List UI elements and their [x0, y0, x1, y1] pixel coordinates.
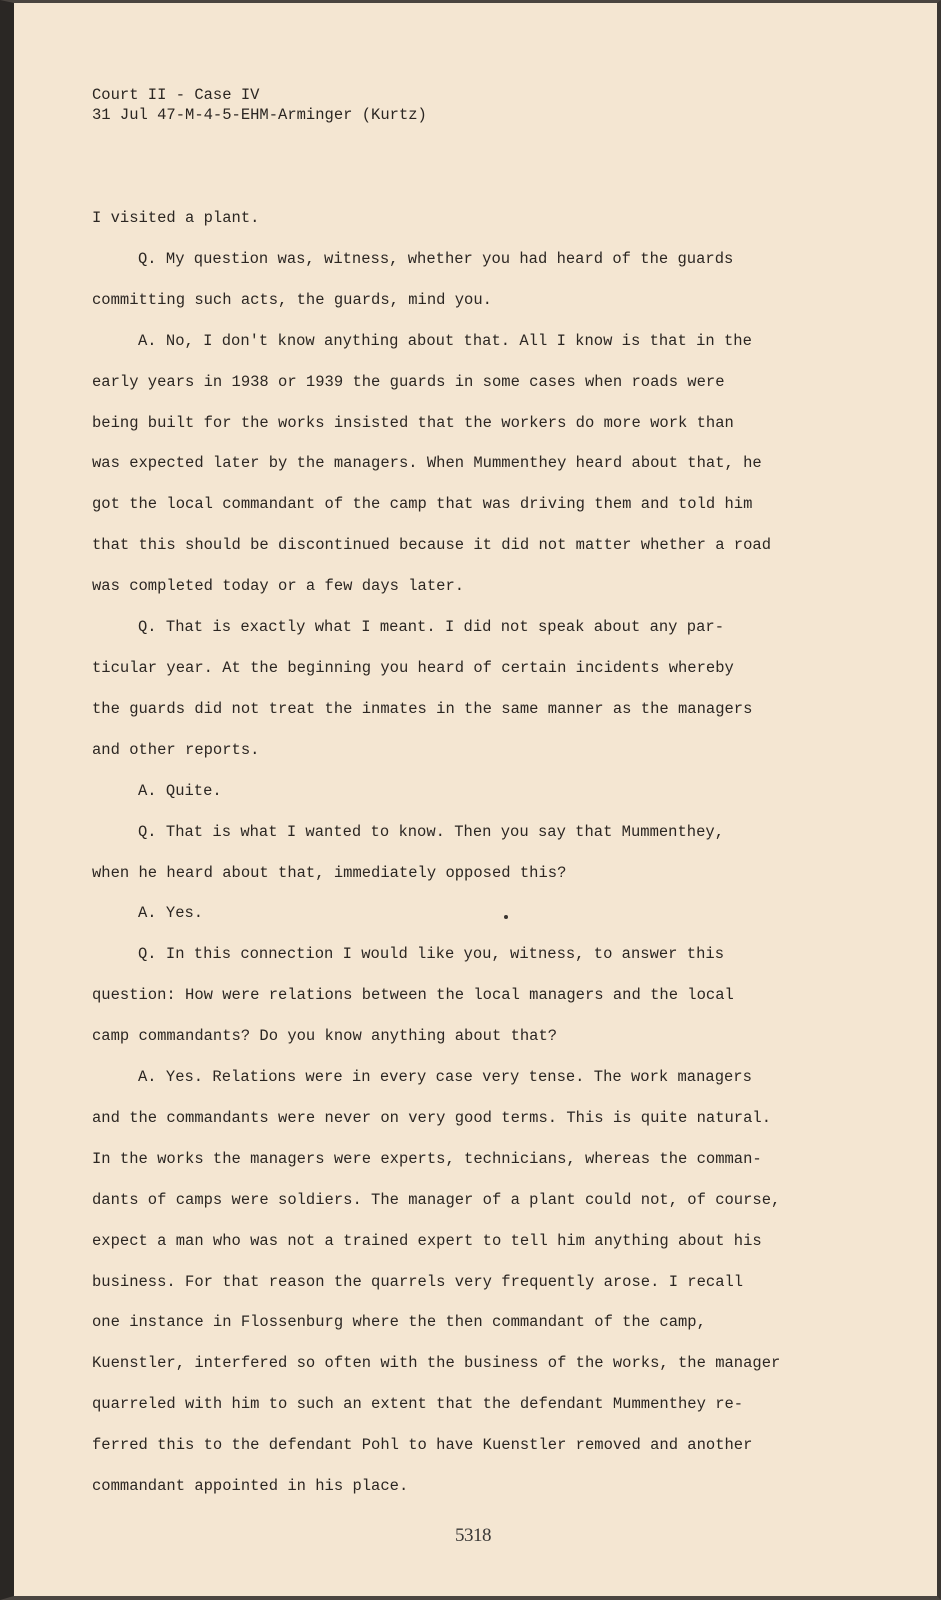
- paper-speck: [504, 915, 508, 919]
- page-number: 5318: [455, 1525, 491, 1546]
- transcript-line: ferred this to the defendant Pohl to have Kuenstler removed and another: [92, 1436, 753, 1455]
- transcript-line: was completed today or a few days later.: [92, 577, 465, 596]
- transcript-line: committing such acts, the guards, mind you.: [92, 290, 492, 309]
- transcript-line: A. Yes. Relations were in every case very tense. The work managers: [138, 1068, 752, 1087]
- transcript-line: quarreled with him to such an extent that the defendant Mummenthey re-: [92, 1395, 744, 1414]
- transcript-line: Q. That is exactly what I meant. I did not speak about any par-: [138, 618, 724, 637]
- transcript-line: and other reports.: [92, 740, 260, 759]
- transcript-line: got the local commandant of the camp that was driving them and told him: [92, 495, 753, 514]
- transcript-line: commandant appointed in his place.: [92, 1477, 409, 1496]
- transcript-line: when he heard about that, immediately opposed this?: [92, 863, 567, 882]
- transcript-body: [92, 198, 862, 1507]
- transcript-line: A. Quite.: [138, 781, 222, 800]
- transcript-line: early years in 1938 or 1939 the guards in some cases when roads were: [92, 372, 725, 391]
- transcript-line: Q. That is what I wanted to know. Then you say that Mummenthey,: [138, 822, 724, 841]
- transcript-line: Q. In this connection I would like you, witness, to answer this: [138, 945, 724, 964]
- transcript-line: business. For that reason the quarrels very frequently arose. I recall: [92, 1272, 744, 1291]
- transcript-line: In the works the managers were experts, technicians, whereas the comman-: [92, 1149, 762, 1168]
- transcript-line: camp commandants? Do you know anything about that?: [92, 1027, 558, 1046]
- transcript-line: I visited a plant.: [92, 209, 260, 227]
- transcript-line: was expected later by the managers. When Mummenthey heard about that, he: [92, 454, 762, 473]
- transcript-line: expect a man who was not a trained expert to tell him anything about his: [92, 1231, 762, 1250]
- transcript-line: A. No, I don't know anything about that. All I know is that in the: [138, 331, 752, 350]
- transcript-line: the guards did not treat the inmates in the same manner as the managers: [92, 699, 753, 718]
- session-reference: 31 Jul 47-M-4-5-EHM-Arminger (Kurtz): [92, 106, 427, 124]
- transcript-line: question: How were relations between the local managers and the local: [92, 986, 734, 1005]
- transcript-line: one instance in Flossenburg where the then commandant of the camp,: [92, 1313, 706, 1332]
- transcript-line: and the commandants were never on very good terms. This is quite natural.: [92, 1108, 772, 1127]
- document-header: [92, 85, 427, 125]
- case-caption: Court II - Case IV: [92, 86, 260, 104]
- transcript-line: ticular year. At the beginning you heard of certain incidents whereby: [92, 658, 734, 677]
- transcript-line: Kuenstler, interfered so often with the business of the works, the manager: [92, 1354, 781, 1373]
- transcript-line: A. Yes.: [138, 904, 204, 923]
- transcript-line: dants of camps were soldiers. The manager of a plant could not, of course,: [92, 1190, 781, 1209]
- transcript-line: Q. My question was, witness, whether you had heard of the guards: [138, 249, 734, 268]
- transcript-line: that this should be discontinued because it did not matter whether a road: [92, 536, 772, 555]
- transcript-line: being built for the works insisted that the workers do more work than: [92, 413, 734, 432]
